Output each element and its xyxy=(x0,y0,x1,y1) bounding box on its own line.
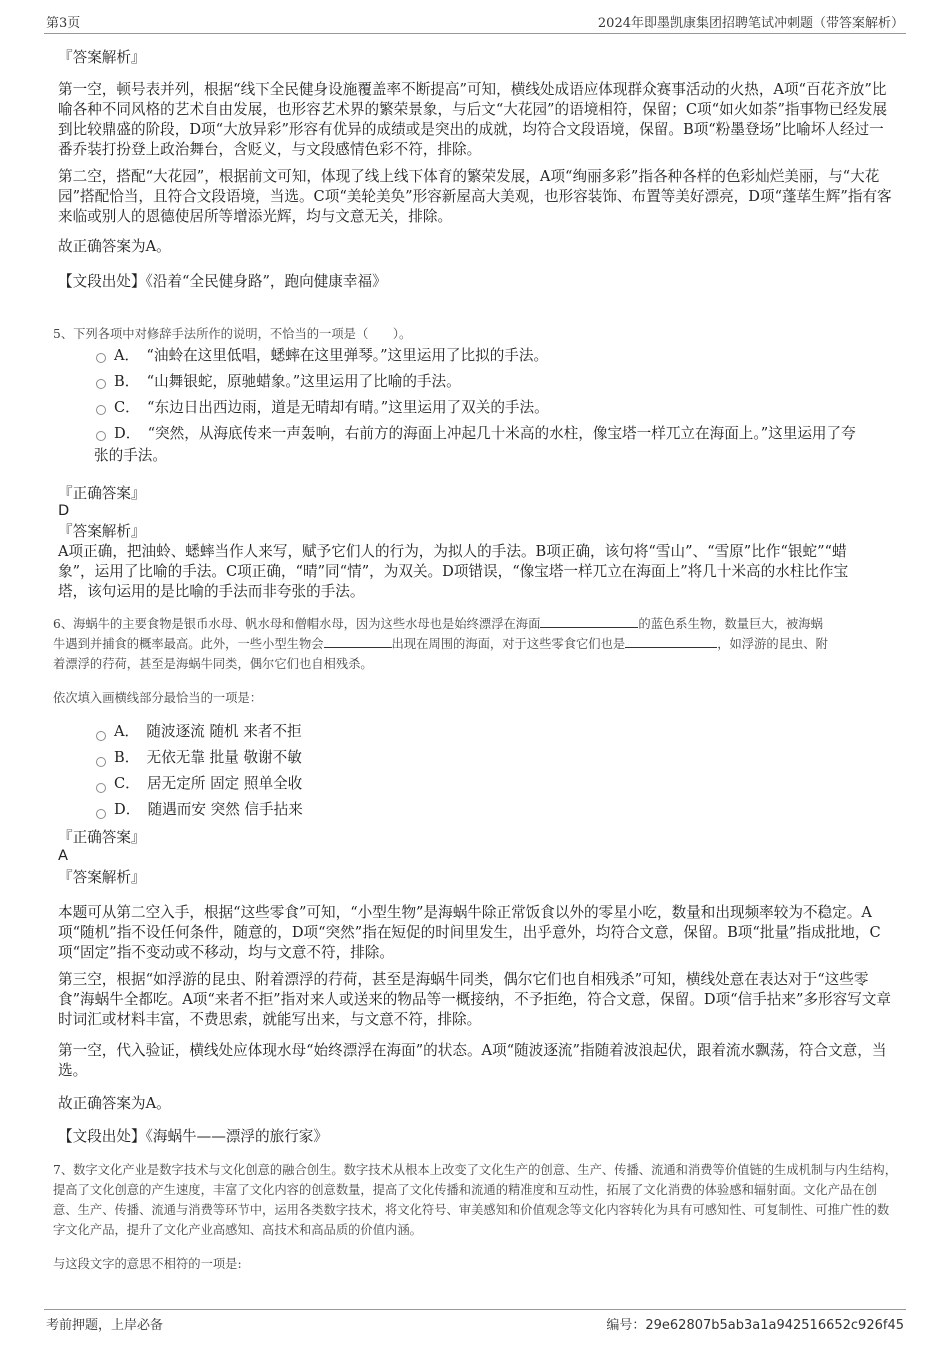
document-title: 2024年即墨凯康集团招聘笔试冲刺题（带答案解析） xyxy=(597,16,904,31)
footer-serial-label: 编号： xyxy=(606,1318,646,1333)
q5-correct-label: 『正确答案』 xyxy=(58,485,146,502)
q6-stem-line1-a: 6、海蜗牛的主要食物是银币水母、帆水母和僧帽水母，因为这些水母也是始终漂浮在海面 xyxy=(53,617,541,631)
q5-option-d-line2[interactable]: 张的手法。 xyxy=(94,447,167,464)
q6-conclusion: 故正确答案为A。 xyxy=(58,1095,171,1112)
q6-analysis-para2: 第三空，根据“如浮游的昆虫、附着漂浮的荇荷，甚至是海蜗牛同类，偶尔它们也自相残杀”可知，横线处意在表达对于“这些零食”海蜗牛全都吃。A项“来者不拒”指对来人或送来的物品等一概接纳，不予拒绝，符合文意，保留。D项“信手拈来”多形容写文章时词汇或材料丰富，不费思索，就能写出来，与文意不符，排除。 xyxy=(58,971,892,1028)
q5-option-c-radio[interactable] xyxy=(96,405,106,415)
q5-analysis-line1: A项正确，把油蛉、蟋蟀当作人来写，赋予它们人的行为，为拟人的手法。B项正确，该句将“雪山”、“雪原”比作“银蛇”“蜡 xyxy=(58,543,847,560)
q5-option-b-radio[interactable] xyxy=(96,379,106,389)
q6-analysis-para1: 本题可从第二空入手，根据“这些零食”可知，“小型生物”是海蜗牛除正常饭食以外的零星小吃，数量和出现频率较为不稳定。A项“随机”指不设任何条件，随意的，D项“突然”指在短促的时间里发生，出乎意外，均符合文意，保留。B项“批量”指成批地，C项“固定”指不变动或不移动，均与文意不符，排除。 xyxy=(58,904,881,961)
q5-option-b[interactable]: B． “山舞银蛇，原驰蜡象。”这里运用了比喻的手法。 xyxy=(114,373,461,390)
q6-option-b[interactable]: B． 无依无靠 批量 敬谢不敏 xyxy=(114,749,302,766)
q6-stem-line2-c: ，如浮游的昆虫、附 xyxy=(717,637,828,651)
q7-stem: 7、数字文化产业是数字技术与文化创意的融合创生。数字技术从根本上改变了文化生产的创意、生产、传播、流通和消费等价值链的生成机制与内生结构，提高了文化创意的产生速度，丰富了文化内容的创意数量，提高了文化传播和流通的精准度和互动性，拓展了文化消费的体验感和辐射面。文化产品在创意、生产、传播、流通与消费等环节中，运用各类数字技术，将文化符号、审美感知和价值观念等文化内容转化为具有可感知性、可复制性、可推广性的数字文化产品，提升了文化产业高感知、高技术和高品质的价值内涵。 xyxy=(53,1163,898,1237)
q5-stem: 5、下列各项中对修辞手法所作的说明，不恰当的一项是（ ）。 xyxy=(53,327,412,341)
q5-analysis-line2: 象”，运用了比喻的手法。C项正确，“晴”同“情”，为双关。D项错误，“像宝塔一样兀立在海面上”将几十米高的水柱比作宝 xyxy=(58,563,849,580)
q7-prompt: 与这段文字的意思不相符的一项是: xyxy=(53,1257,242,1271)
q6-stem-line2-a: 牛遇到并捕食的概率最高。此外，一些小型生物会 xyxy=(53,637,324,651)
q6-option-d[interactable]: D． 随遇而安 突然 信手拈来 xyxy=(114,801,303,818)
q6-blank-1[interactable] xyxy=(540,614,638,628)
q6-option-c[interactable]: C． 居无定所 固定 照单全收 xyxy=(114,775,303,792)
q4-analysis-label: 『答案解析』 xyxy=(58,49,146,66)
q6-prompt: 依次填入画横线部分最恰当的一项是： xyxy=(53,691,263,705)
q6-option-a[interactable]: A． 随波逐流 随机 来者不拒 xyxy=(114,723,302,740)
q6-source: 【文段出处】《海蜗牛——漂浮的旅行家》 xyxy=(58,1128,328,1145)
q6-stem-line2-b: 出现在周围的海面，对于这些零食它们也是 xyxy=(391,637,626,651)
q5-option-c[interactable]: C． “东边日出西边雨，道是无晴却有晴。”这里运用了双关的手法。 xyxy=(114,399,549,416)
q5-option-a[interactable]: A． “油蛉在这里低唱，蟋蟀在这里弹琴。”这里运用了比拟的手法。 xyxy=(114,347,549,364)
page-number: 第3页 xyxy=(46,16,81,31)
q6-stem-line2 xyxy=(53,634,828,654)
footer-slogan: 考前押题，上岸必备 xyxy=(46,1318,164,1333)
q6-blank-3[interactable] xyxy=(625,634,717,648)
q5-correct-answer: D xyxy=(58,502,70,519)
q4-source: 【文段出处】《沿着“全民健身路”，跑向健康幸福》 xyxy=(58,273,387,290)
q5-option-d-line1[interactable]: D． “突然，从海底传来一声轰响，右前方的海面上冲起几十米高的水柱，像宝塔一样兀立在海面上。”这里运用了夸 xyxy=(114,425,856,442)
q6-analysis-label: 『答案解析』 xyxy=(58,869,146,886)
q6-stem-line1 xyxy=(53,614,823,634)
q5-analysis-label: 『答案解析』 xyxy=(58,523,146,540)
q6-stem-line1-b: 的蓝色系生物，数量巨大，被海蜗 xyxy=(638,617,823,631)
q5-option-d-radio[interactable] xyxy=(96,431,106,441)
q6-blank-2[interactable] xyxy=(324,634,392,648)
footer-divider xyxy=(44,1309,906,1310)
q6-option-c-radio[interactable] xyxy=(96,783,106,793)
footer-serial xyxy=(606,1314,904,1333)
q6-correct-label: 『正确答案』 xyxy=(58,829,146,846)
q4-analysis-para2: 第二空，搭配“大花园”，根据前文可知，体现了线上线下体育的繁荣发展，A项“绚丽多彩”指各种各样的色彩灿烂美丽，与“大花园”搭配恰当，且符合文段语境，当选。C项“美轮美奂”形容新屋高大美观，也形容装饰、布置等美好漂亮，D项“蓬荜生辉”指有客来临或别人的恩德使居所等增添光辉，均与文意无关，排除。 xyxy=(58,168,892,225)
header-divider xyxy=(44,33,906,34)
q6-option-b-radio[interactable] xyxy=(96,757,106,767)
footer-serial-code: 29e62807b5ab3a1a942516652c926f45 xyxy=(645,1318,904,1333)
q6-correct-answer: A xyxy=(58,847,68,864)
q6-stem-line3: 着漂浮的荇荷，甚至是海蜗牛同类，偶尔它们也自相残杀。 xyxy=(53,657,373,671)
q6-option-a-radio[interactable] xyxy=(96,731,106,741)
q6-option-d-radio[interactable] xyxy=(96,809,106,819)
q5-analysis-line3: 塔，该句运用的是比喻的手法而非夸张的手法。 xyxy=(58,583,365,600)
q5-option-a-radio[interactable] xyxy=(96,353,106,363)
q4-analysis-para1: 第一空，顿号表并列，根据“线下全民健身设施覆盖率不断提高”可知，横线处成语应体现群众赛事活动的火热，A项“百花齐放”比喻各种不同风格的艺术自由发展，也形容艺术界的繁荣景象，与后文“大花园”的语境相符，保留；C项“如火如荼”指事物已经发展到比较鼎盛的阶段，D项“大放异彩”形容有优异的成绩或是突出的成就，均符合文段语境，保留。B项“粉墨登场”比喻坏人经过一番乔装打扮登上政治舞台，含贬义，与文段感情色彩不符，排除。 xyxy=(58,81,888,158)
q6-analysis-para3: 第一空，代入验证，横线处应体现水母“始终漂浮在海面”的状态。A项“随波逐流”指随着波浪起伏，跟着流水飘荡，符合文意，当选。 xyxy=(58,1042,887,1079)
q4-conclusion: 故正确答案为A。 xyxy=(58,238,171,255)
